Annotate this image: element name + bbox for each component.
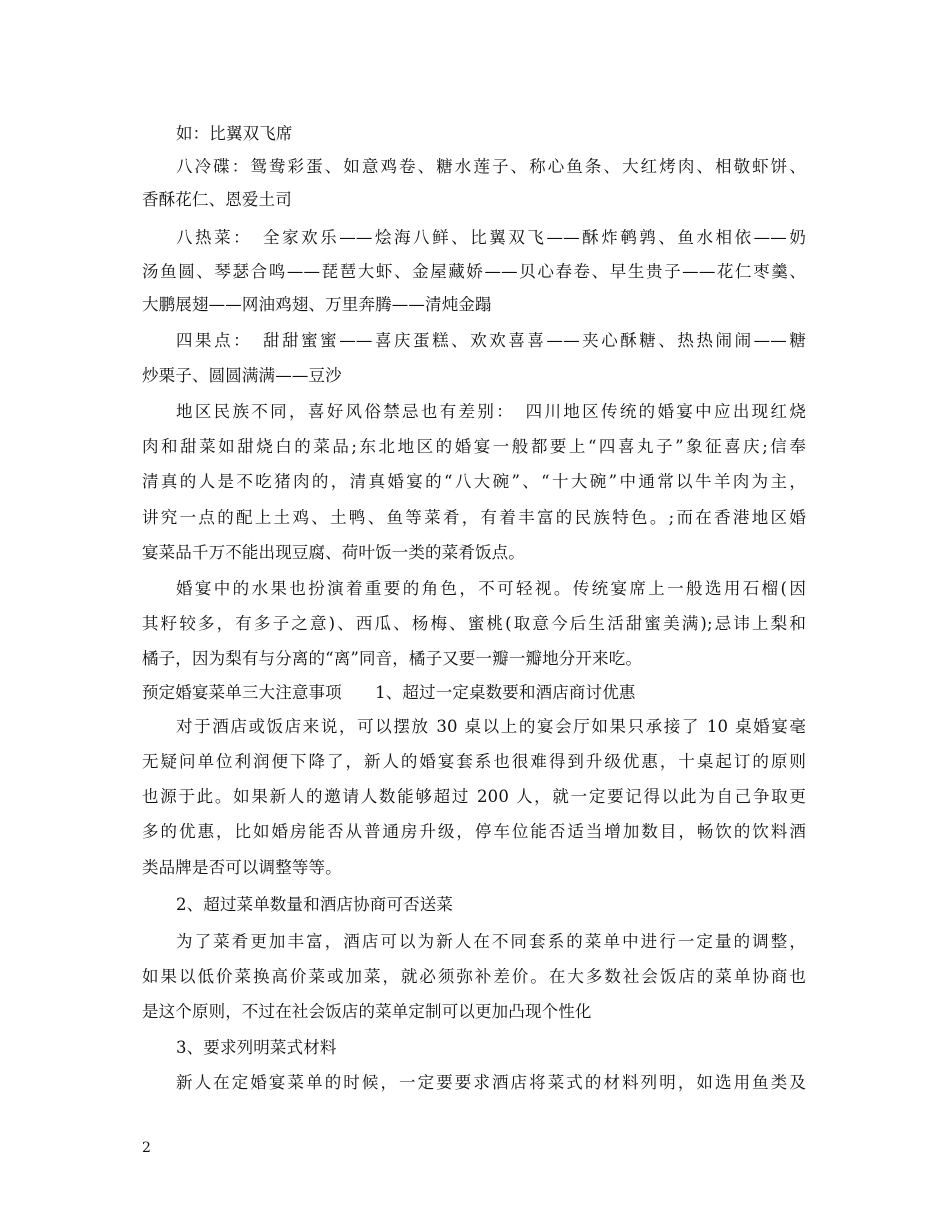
text-line: 汤鱼圆、琴瑟合鸣——琵琶大虾、金屋藏娇——贝心春卷、早生贵子——花仁枣羹、 bbox=[142, 262, 806, 281]
text-line: 多的优惠，比如婚房能否从普通房升级，停车位能否适当增加数目，畅饮的饮料酒 bbox=[142, 822, 806, 841]
text-line: 对于酒店或饭店来说，可以摆放 30 桌以上的宴会厅如果只承接了 10 桌婚宴毫 bbox=[176, 717, 806, 736]
text-line: 香酥花仁、恩爱土司 bbox=[142, 190, 292, 209]
text-line: 也源于此。如果新人的邀请人数能够超过 200 人，就一定要记得以此为自己争取更 bbox=[142, 787, 806, 806]
text-line: 地区民族不同，喜好风俗禁忌也有差别： 四川地区传统的婚宴中应出现红烧 bbox=[176, 402, 806, 421]
text-line: 清真的人是不吃猪肉的，清真婚宴的“八大碗”、“十大碗”中通常以牛羊肉为主， bbox=[142, 472, 806, 491]
text-line: 讲究一点的配上土鸡、土鸭、鱼等菜肴，有着丰富的民族特色。;而在香港地区婚 bbox=[142, 508, 806, 527]
text-line: 宴菜品千万不能出现豆腐、荷叶饭一类的菜肴饭点。 bbox=[142, 543, 525, 562]
text-line: 如果以低价菜换高价菜或加菜，就必须弥补差价。在大多数社会饭店的菜单协商也 bbox=[142, 967, 806, 986]
section-heading: 预定婚宴菜单三大注意事项 1、超过一定桌数要和酒店商讨优惠 bbox=[142, 683, 636, 702]
text-line: 四果点： 甜甜蜜蜜——喜庆蛋糕、欢欢喜喜——夹心酥糖、热热闹闹——糖 bbox=[176, 331, 806, 350]
text-line: 无疑问单位利润便下降了，新人的婚宴套系也很难得到升级优惠，十桌起订的原则 bbox=[142, 752, 806, 771]
text-line: 大鹏展翅——网油鸡翅、万里奔腾——清炖金蹋 bbox=[142, 295, 492, 314]
text-line: 为了菜肴更加丰富，酒店可以为新人在不同套系的菜单中进行一定量的调整， bbox=[176, 932, 806, 951]
text-line: 其籽较多，有多子之意)、西瓜、杨梅、蜜桃(取意今后生活甜蜜美满);忌讳上梨和 bbox=[142, 614, 806, 633]
text-line: 如：比翼双飞席 bbox=[176, 124, 293, 143]
page-number: 2 bbox=[142, 1140, 151, 1156]
text-line: 类品牌是否可以调整等等。 bbox=[142, 858, 342, 877]
text-line: 橘子，因为梨有与分离的“离”同音，橘子又要一瓣一瓣地分开来吃。 bbox=[142, 649, 643, 668]
text-line: 肉和甜菜如甜烧白的菜品;东北地区的婚宴一般都要上“四喜丸子”象征喜庆;信奉 bbox=[142, 437, 806, 456]
text-line: 八冷碟：鸳鸯彩蛋、如意鸡卷、糖水莲子、称心鱼条、大红烤肉、相敬虾饼、 bbox=[176, 157, 806, 176]
section-heading: 2、超过菜单数量和酒店协商可否送菜 bbox=[176, 895, 454, 914]
text-line: 新人在定婚宴菜单的时候，一定要要求酒店将菜式的材料列明，如选用鱼类及 bbox=[176, 1073, 806, 1092]
text-line: 八热菜： 全家欢乐——烩海八鲜、比翼双飞——酥炸鹌鹑、鱼水相依——奶 bbox=[176, 228, 806, 247]
text-line: 炒栗子、圆圆满满——豆沙 bbox=[142, 366, 342, 385]
text-line: 婚宴中的水果也扮演着重要的角色，不可轻视。传统宴席上一般选用石榴(因 bbox=[176, 579, 806, 598]
text-line: 是这个原则，不过在社会饭店的菜单定制可以更加凸现个性化 bbox=[142, 1002, 592, 1021]
section-heading: 3、要求列明菜式材料 bbox=[176, 1038, 337, 1057]
